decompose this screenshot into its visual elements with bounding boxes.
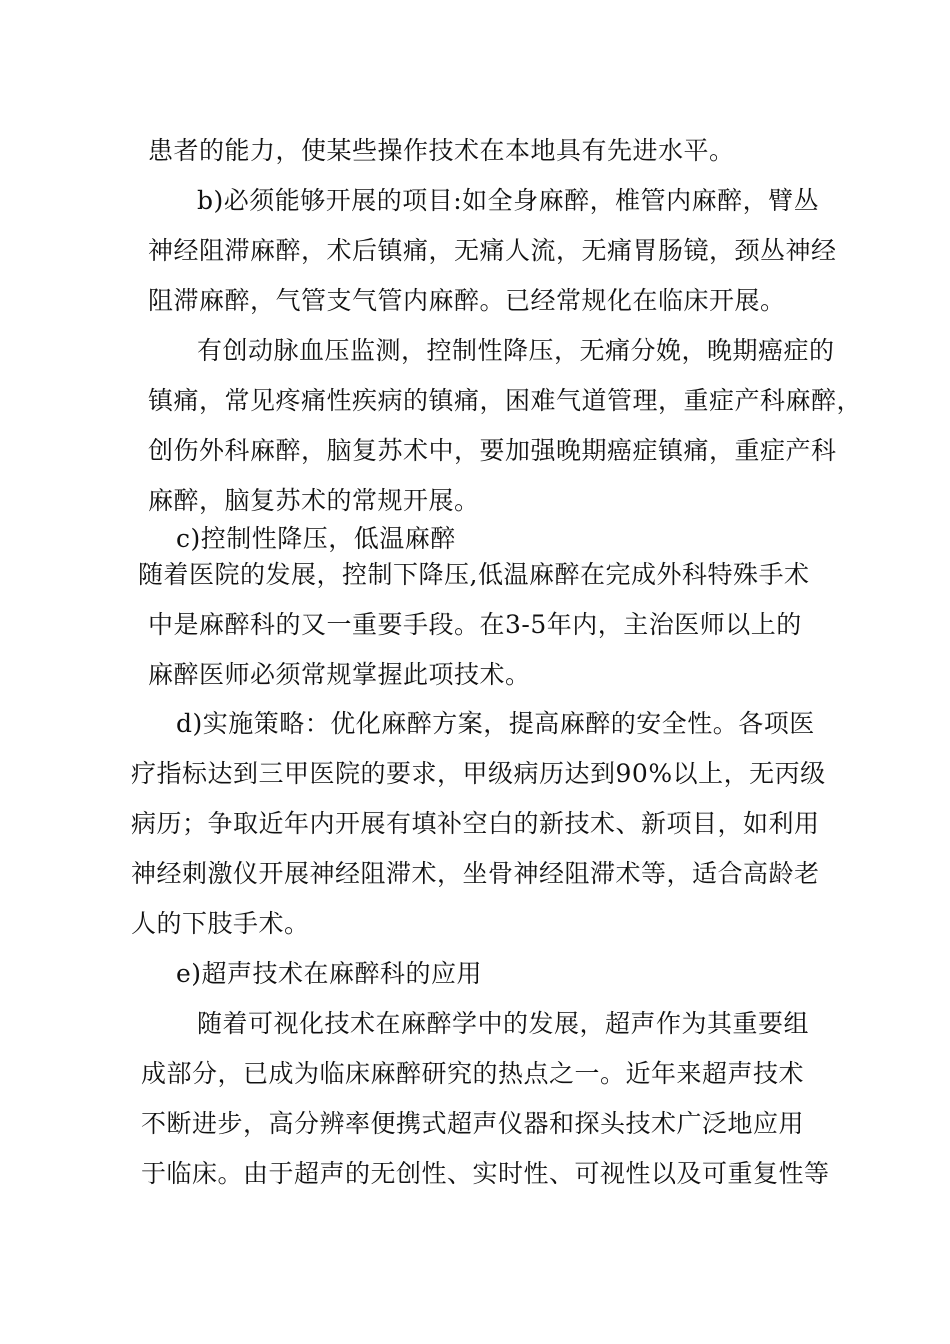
text-line: d)实施策略：优化麻醉方案，提高麻醉的安全性。各项医 xyxy=(176,709,815,738)
text-line: 有创动脉血压监测，控制性降压，无痛分娩，晚期癌症的 xyxy=(197,336,835,365)
text-line: 人的下肢手术。 xyxy=(131,909,310,938)
text-line: 不断进步，高分辨率便携式超声仪器和探头技术广泛地应用 xyxy=(141,1109,805,1138)
text-line: 病历；争取近年内开展有填补空白的新技术、新项目，如利用 xyxy=(131,809,820,838)
text-line: 阻滞麻醉，气管支气管内麻醉。已经常规化在临床开展。 xyxy=(148,286,786,315)
text-line: 镇痛，常见疼痛性疾病的镇痛，困难气道管理，重症产科麻醉， xyxy=(148,386,863,415)
text-line: e)超声技术在麻醉科的应用 xyxy=(176,959,483,988)
text-line: 麻醉医师必须常规掌握此项技术。 xyxy=(148,660,531,689)
text-line: 成部分，已成为临床麻醉研究的热点之一。近年来超声技术 xyxy=(141,1059,805,1088)
text-line: 中是麻醉科的又一重要手段。在3-5年内，主治医师以上的 xyxy=(148,610,802,639)
text-line: 于临床。由于超声的无创性、实时性、可视性以及可重复性等 xyxy=(141,1159,830,1188)
text-line: 疗指标达到三甲医院的要求，甲级病历达到90%以上，无丙级 xyxy=(131,759,826,788)
text-line: 随着可视化技术在麻醉学中的发展，超声作为其重要组 xyxy=(197,1009,810,1038)
text-line: c)控制性降压，低温麻醉 xyxy=(176,524,456,553)
text-line: b)必须能够开展的项目:如全身麻醉，椎管内麻醉，臂丛 xyxy=(197,186,820,215)
text-line: 创伤外科麻醉，脑复苏术中，要加强晚期癌症镇痛，重症产科 xyxy=(148,436,837,465)
text-line: 麻醉，脑复苏术的常规开展。 xyxy=(148,486,480,515)
text-line: 神经刺激仪开展神经阻滞术，坐骨神经阻滞术等，适合高龄老 xyxy=(131,859,820,888)
text-line: 患者的能力，使某些操作技术在本地具有先进水平。 xyxy=(148,136,735,165)
text-line: 神经阻滞麻醉，术后镇痛，无痛人流，无痛胃肠镜，颈丛神经 xyxy=(148,236,837,265)
text-line: 随着医院的发展，控制下降压,低温麻醉在完成外科特殊手术 xyxy=(138,560,810,589)
